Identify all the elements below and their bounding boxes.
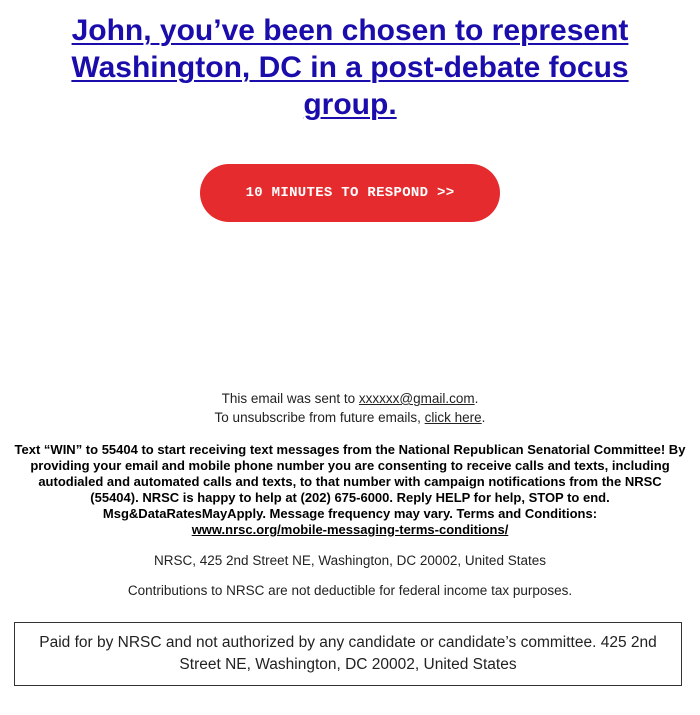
sent-to-suffix: . <box>474 391 479 406</box>
unsubscribe-prefix: To unsubscribe from future emails, <box>214 410 425 425</box>
sent-to-line <box>20 389 680 408</box>
sent-to-prefix: This email was sent to <box>221 391 359 406</box>
respond-button[interactable]: 10 MINUTES TO RESPOND >> <box>200 164 500 222</box>
paid-for-disclaimer-box <box>14 622 682 686</box>
cta-container <box>0 164 700 222</box>
sms-disclaimer-text: Text “WIN” to 55404 to start receiving text messages from the National Republican Senatorial Committee! By providing your email and mobile phone number you are consenting to receive calls and texts, including autodialed and automated calls and texts, to that number with campaign notifications from the NRSC (55404). NRSC is happy to help at (202) 675-6000. Reply HELP for help, STOP to end. Msg&DataRatesMayApply. Message frequency may vary. Terms and Conditions: <box>14 442 686 521</box>
unsubscribe-suffix: . <box>481 410 486 425</box>
terms-conditions-link[interactable]: www.nrsc.org/mobile-messaging-terms-conditions/ <box>191 522 509 537</box>
headline-link[interactable]: John, you’ve been chosen to represent Washington, DC in a post-debate focus group. <box>71 14 629 121</box>
sms-disclaimer <box>14 442 686 538</box>
postal-address: NRSC, 425 2nd Street NE, Washington, DC 20002, United States <box>154 553 546 568</box>
unsubscribe-link[interactable]: click here <box>424 410 482 425</box>
unsubscribe-line <box>20 408 680 427</box>
paid-for-text: Paid for by NRSC and not authorized by any candidate or candidate’s committee. 425 2nd Street NE, Washington, DC 20002, United States <box>39 634 657 673</box>
contributions-notice: Contributions to NRSC are not deductible for federal income tax purposes. <box>127 583 573 598</box>
recipient-email-link[interactable]: xxxxxx@gmail.com <box>358 391 475 406</box>
